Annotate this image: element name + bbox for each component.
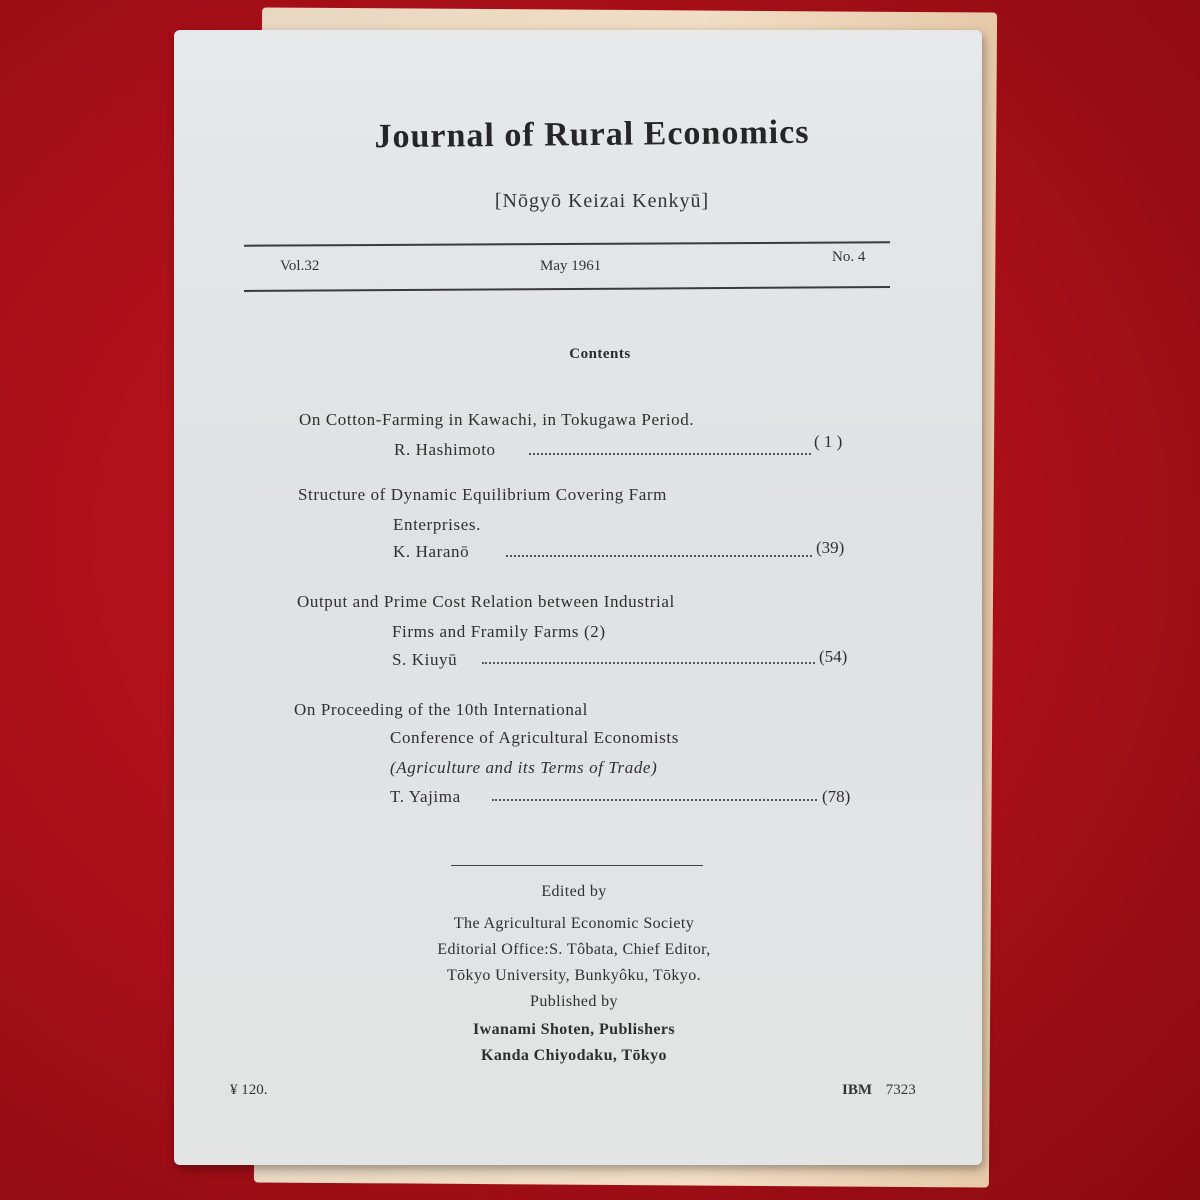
- article-3-page: (54): [819, 647, 848, 666]
- colophon-separator: [451, 865, 703, 866]
- header-rule-top: [244, 241, 890, 246]
- article-1-author: R. Hashimoto: [394, 440, 496, 459]
- ibm-code: [842, 1082, 916, 1099]
- article-1-title-line-1: On Cotton-Farming in Kawachi, in Tokugawa Period.: [299, 410, 695, 429]
- edited-by-label: Edited by: [541, 883, 607, 900]
- article-4-title-line-3: (Agriculture and its Terms of Trade): [390, 758, 658, 777]
- contents-heading: Contents: [569, 346, 631, 362]
- article-1-page: ( 1 ): [814, 432, 843, 451]
- volume-label: Vol.32: [280, 258, 320, 274]
- publisher-address: Kanda Chiyodaku, Tōkyo: [481, 1047, 667, 1064]
- society-name: The Agricultural Economic Society: [453, 915, 695, 932]
- journal-title: Journal of Rural Economics: [374, 113, 810, 156]
- header-rule-bottom: [244, 286, 890, 292]
- article-4-leader-dots: [492, 799, 817, 801]
- article-2-title-line-2: Enterprises.: [393, 515, 481, 534]
- editorial-office: Editorial Office:S. Tôbata, Chief Editor,: [437, 941, 711, 958]
- published-by-label: Published by: [530, 993, 618, 1010]
- price-label: ¥ 120.: [230, 1082, 268, 1098]
- article-3-leader-dots: [482, 662, 815, 664]
- article-2-leader-dots: [506, 555, 812, 557]
- article-4-page: (78): [822, 787, 851, 806]
- journal-cover: [174, 30, 982, 1165]
- publisher-name: Iwanami Shoten, Publishers: [473, 1021, 675, 1038]
- article-4-title-line-2: Conference of Agricultural Economists: [390, 728, 679, 747]
- article-2-title-line-1: Structure of Dynamic Equilibrium Covering Farm: [298, 485, 667, 504]
- article-3-title-line-1: Output and Prime Cost Relation between Industrial: [297, 592, 675, 611]
- journal-subtitle: [Nōgyō Keizai Kenkyū]: [494, 190, 710, 212]
- ibm-label: IBM: [842, 1082, 872, 1098]
- ibm-number: 7323: [885, 1082, 916, 1098]
- issue-number: No. 4: [832, 249, 866, 265]
- issue-date: May 1961: [540, 258, 602, 274]
- article-4-title-line-1: On Proceeding of the 10th International: [294, 700, 588, 719]
- article-4-author: T. Yajima: [390, 787, 461, 806]
- article-3-author: S. Kiuyū: [392, 650, 458, 669]
- article-3-title-line-2: Firms and Framily Farms (2): [392, 622, 606, 641]
- article-2-page: (39): [816, 538, 845, 557]
- article-1-leader-dots: [529, 453, 811, 455]
- article-2-author: K. Haranō: [393, 542, 470, 561]
- editorial-address: Tōkyo University, Bunkyôku, Tōkyo.: [446, 967, 702, 984]
